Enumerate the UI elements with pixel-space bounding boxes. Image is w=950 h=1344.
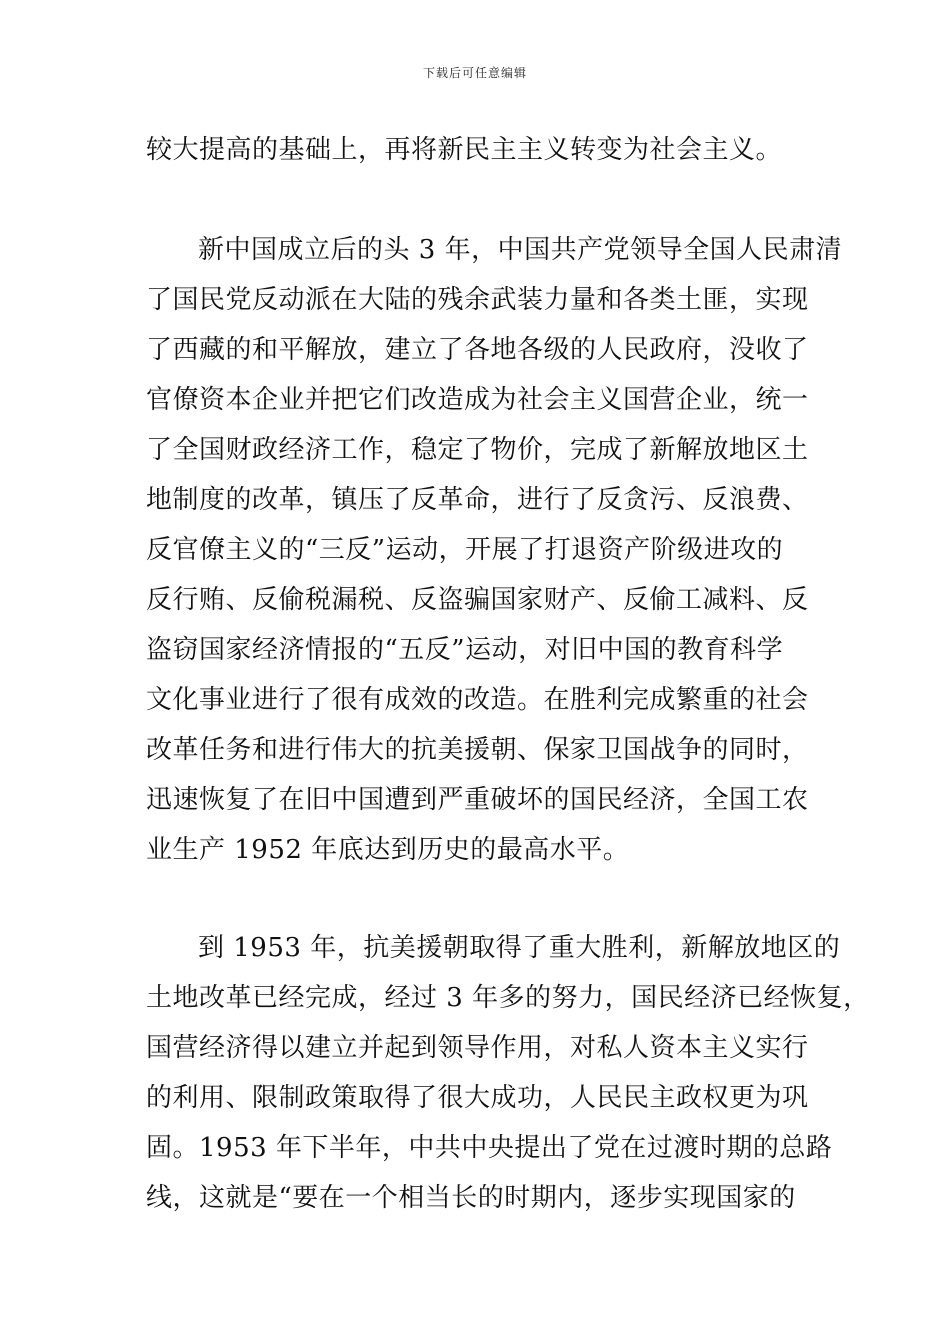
paragraph-2-line-10: 文化事业进行了很有成效的改造。在胜利完成繁重的社会 [146, 685, 809, 715]
paragraph-2-line-1: 新中国成立后的头 3 年，中国共产党领导全国人民肃清 [198, 235, 843, 265]
paragraph-2-line-5: 了全国财政经济工作，稳定了物价，完成了新解放地区土 [146, 435, 809, 465]
paragraph-3-line-1: 到 1953 年，抗美援朝取得了重大胜利，新解放地区的 [198, 933, 841, 963]
page-header: 下载后可任意编辑 [422, 66, 527, 80]
paragraph-1-line-1: 较大提高的基础上，再将新民主主义转变为社会主义。 [146, 135, 783, 165]
paragraph-2-line-7: 反官僚主义的“三反”运动，开展了打退资产阶级进攻的 [146, 535, 784, 565]
paragraph-3-line-3: 国营经济得以建立并起到领导作用，对私人资本主义实行 [146, 1033, 809, 1063]
paragraph-2-line-12: 迅速恢复了在旧中国遭到严重破坏的国民经济，全国工农 [146, 785, 809, 815]
paragraph-2-line-6: 地制度的改革，镇压了反革命，进行了反贪污、反浪费、 [146, 485, 809, 515]
paragraph-2-line-8: 反行贿、反偷税漏税、反盗骗国家财产、反偷工减料、反 [146, 585, 809, 615]
paragraph-2-line-4: 官僚资本企业并把它们改造成为社会主义国营企业，统一 [146, 385, 809, 415]
paragraph-3-line-5: 固。1953 年下半年，中共中央提出了党在过渡时期的总路 [146, 1133, 833, 1163]
paragraph-3-line-2: 土地改革已经完成，经过 3 年多的努力，国民经济已经恢复， [146, 983, 870, 1013]
paragraph-3-line-6: 线，这就是“要在一个相当长的时期内，逐步实现国家的 [146, 1183, 796, 1213]
paragraph-2-line-11: 改革任务和进行伟大的抗美援朝、保家卫国战争的同时， [146, 735, 809, 765]
paragraph-2-line-9: 盗窃国家经济情报的“五反”运动，对旧中国的教育科学 [146, 635, 784, 665]
paragraph-3-line-4: 的利用、限制政策取得了很大成功，人民民主政权更为巩 [146, 1083, 809, 1113]
paragraph-2-line-3: 了西藏的和平解放，建立了各地各级的人民政府，没收了 [146, 335, 809, 365]
paragraph-2-line-2: 了国民党反动派在大陆的残余武装力量和各类土匪，实现 [146, 285, 809, 315]
paragraph-2-line-13: 业生产 1952 年底达到历史的最高水平。 [146, 835, 630, 865]
